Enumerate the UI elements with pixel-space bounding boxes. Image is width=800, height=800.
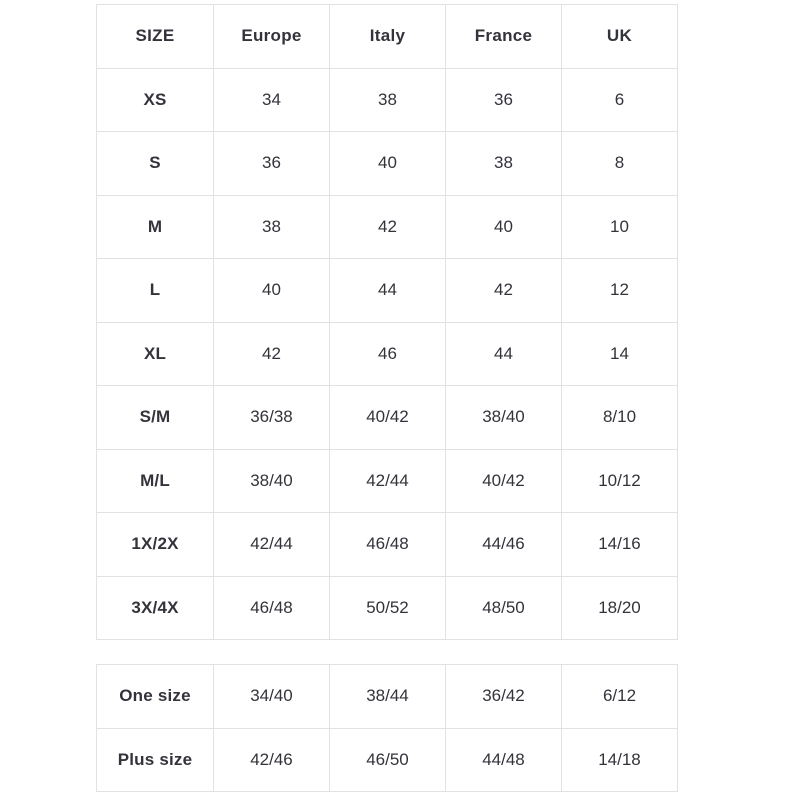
cell-france: 44 (446, 322, 562, 386)
row-label: XS (97, 68, 214, 132)
cell-uk: 6 (562, 68, 678, 132)
cell-italy: 40 (330, 132, 446, 196)
cell-italy: 46 (330, 322, 446, 386)
cell-italy: 40/42 (330, 386, 446, 450)
cell-europe: 36 (214, 132, 330, 196)
size-conversion-table (96, 4, 678, 640)
row-label: S/M (97, 386, 214, 450)
row-label: XL (97, 322, 214, 386)
cell-europe: 38 (214, 195, 330, 259)
table-row (97, 728, 678, 792)
cell-italy: 50/52 (330, 576, 446, 640)
cell-france: 48/50 (446, 576, 562, 640)
cell-italy: 46/50 (330, 728, 446, 792)
cell-europe: 46/48 (214, 576, 330, 640)
cell-italy: 38 (330, 68, 446, 132)
cell-europe: 34 (214, 68, 330, 132)
cell-uk: 18/20 (562, 576, 678, 640)
cell-europe: 42/44 (214, 513, 330, 577)
cell-france: 36/42 (446, 665, 562, 729)
column-header-france: France (446, 5, 562, 69)
cell-uk: 8 (562, 132, 678, 196)
table-row (97, 386, 678, 450)
cell-uk: 8/10 (562, 386, 678, 450)
cell-europe: 38/40 (214, 449, 330, 513)
row-label: L (97, 259, 214, 323)
cell-uk: 14 (562, 322, 678, 386)
cell-europe: 34/40 (214, 665, 330, 729)
table-row (97, 449, 678, 513)
row-label: One size (97, 665, 214, 729)
cell-france: 36 (446, 68, 562, 132)
cell-europe: 42 (214, 322, 330, 386)
column-header-europe: Europe (214, 5, 330, 69)
table-header-row (97, 5, 678, 69)
table-row (97, 195, 678, 259)
cell-europe: 42/46 (214, 728, 330, 792)
column-header-size: SIZE (97, 5, 214, 69)
row-label: M (97, 195, 214, 259)
table-row (97, 68, 678, 132)
cell-uk: 10 (562, 195, 678, 259)
cell-italy: 46/48 (330, 513, 446, 577)
cell-europe: 36/38 (214, 386, 330, 450)
cell-france: 38/40 (446, 386, 562, 450)
one-size-conversion-table (96, 664, 678, 792)
table-row (97, 259, 678, 323)
table-row (97, 132, 678, 196)
table-row (97, 513, 678, 577)
row-label: 1X/2X (97, 513, 214, 577)
cell-italy: 38/44 (330, 665, 446, 729)
row-label: M/L (97, 449, 214, 513)
cell-uk: 14/16 (562, 513, 678, 577)
table-row (97, 665, 678, 729)
cell-france: 44/46 (446, 513, 562, 577)
column-header-italy: Italy (330, 5, 446, 69)
table-row (97, 322, 678, 386)
cell-france: 40 (446, 195, 562, 259)
cell-uk: 14/18 (562, 728, 678, 792)
cell-italy: 44 (330, 259, 446, 323)
column-header-uk: UK (562, 5, 678, 69)
table-row (97, 576, 678, 640)
cell-france: 38 (446, 132, 562, 196)
row-label: S (97, 132, 214, 196)
row-label: Plus size (97, 728, 214, 792)
cell-uk: 10/12 (562, 449, 678, 513)
cell-france: 42 (446, 259, 562, 323)
cell-france: 44/48 (446, 728, 562, 792)
cell-uk: 6/12 (562, 665, 678, 729)
cell-italy: 42/44 (330, 449, 446, 513)
row-label: 3X/4X (97, 576, 214, 640)
cell-uk: 12 (562, 259, 678, 323)
cell-france: 40/42 (446, 449, 562, 513)
cell-italy: 42 (330, 195, 446, 259)
cell-europe: 40 (214, 259, 330, 323)
